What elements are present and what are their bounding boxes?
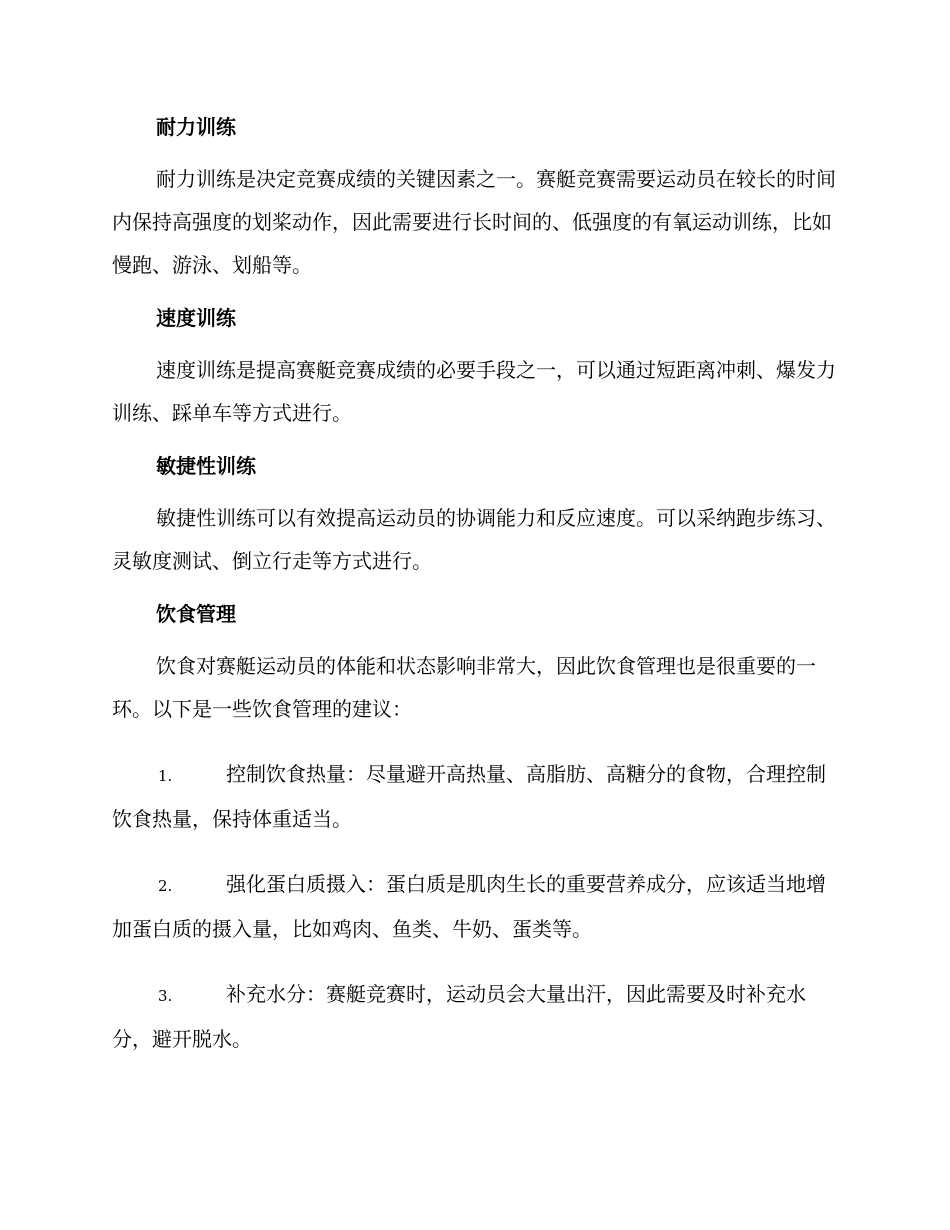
- list-item: [112, 973, 836, 1061]
- diet-advice-list: [112, 753, 836, 1061]
- list-item-text: 强化蛋白质摄入：蛋白质是肌肉生长的重要营养成分，应该适当地增加蛋白质的摄入量，比如鸡肉、鱼类、牛奶、蛋类等。: [112, 872, 826, 941]
- section-heading-diet: 饮食管理: [156, 602, 236, 626]
- section-paragraph-speed: 速度训练是提高赛艇竞赛成绩的必要手段之一，可以通过短距离冲刺、爆发力训练、踩单车等方式进行。: [112, 358, 836, 425]
- list-item-number: 3.: [158, 987, 173, 1005]
- section-heading-endurance: 耐力训练: [156, 115, 236, 139]
- list-item: [112, 863, 836, 951]
- list-item-text: 控制饮食热量：尽量避开高热量、高脂肪、高糖分的食物，合理控制饮食热量，保持体重适当。: [112, 762, 826, 831]
- list-item-number: 2.: [158, 877, 173, 895]
- list-item-number: 1.: [158, 767, 173, 785]
- section-heading-speed: 速度训练: [156, 306, 236, 330]
- document-page: [112, 108, 836, 1061]
- list-item: [112, 753, 836, 841]
- section-paragraph-diet: 饮食对赛艇运动员的体能和状态影响非常大，因此饮食管理也是很重要的一环。以下是一些饮食管理的建议：: [112, 654, 816, 721]
- section-paragraph-agility: 敏捷性训练可以有效提高运动员的协调能力和反应速度。可以采纳跑步练习、灵敏度测试、倒立行走等方式进行。: [112, 506, 836, 573]
- section-heading-agility: 敏捷性训练: [156, 454, 256, 478]
- section-paragraph-endurance: 耐力训练是决定竞赛成绩的关键因素之一。赛艇竞赛需要运动员在较长的时间内保持高强度的划桨动作，因此需要进行长时间的、低强度的有氧运动训练，比如慢跑、游泳、划船等。: [112, 167, 836, 277]
- list-item-text: 补充水分：赛艇竞赛时，运动员会大量出汗，因此需要及时补充水分，避开脱水。: [112, 982, 806, 1051]
